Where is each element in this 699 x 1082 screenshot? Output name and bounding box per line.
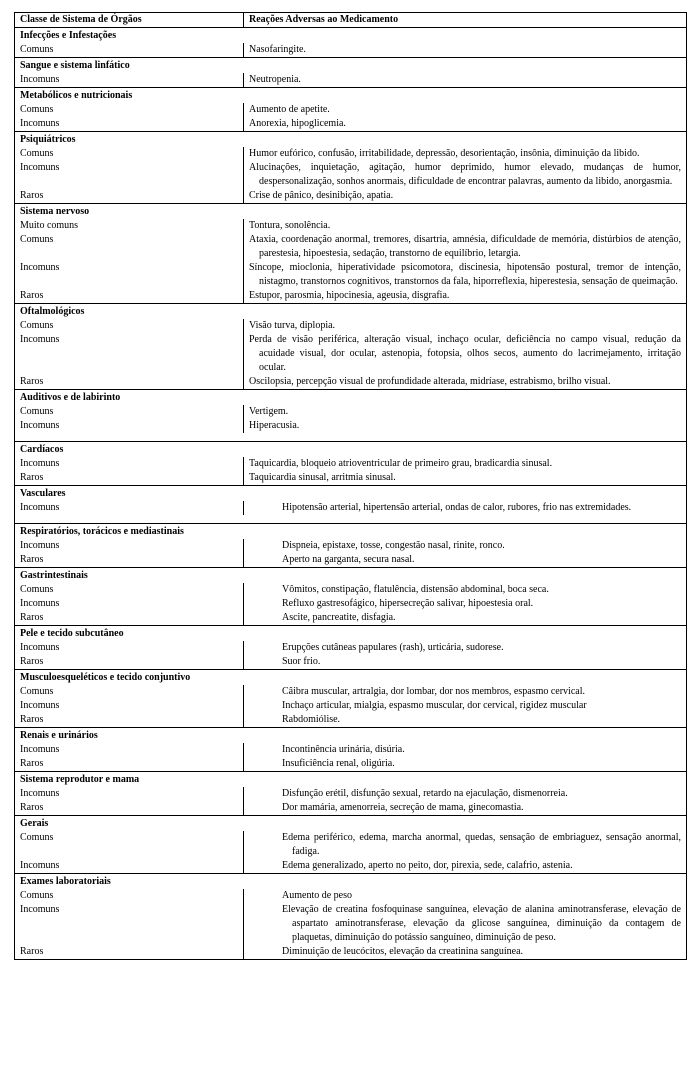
organ-class-name: Oftalmológicos — [15, 304, 687, 320]
organ-class-name: Sistema nervoso — [15, 204, 687, 220]
group-header-row — [15, 874, 687, 890]
frequency-cell: Raros — [15, 655, 244, 670]
reaction-cell — [244, 43, 687, 58]
reaction-text: Diminuição de leucócitos, elevação da creatinina sanguínea. — [282, 946, 524, 957]
organ-class-name: Pele e tecido subcutâneo — [15, 626, 687, 642]
reaction-cell — [244, 859, 687, 874]
reaction-text: Aumento de peso — [282, 890, 352, 901]
reaction-cell — [244, 289, 687, 304]
table-row — [15, 405, 687, 419]
reaction-cell — [244, 889, 687, 903]
reaction-text: Taquicardia, bloqueio atrioventricular de primeiro grau, bradicardia sinusal. — [249, 458, 553, 469]
frequency-cell: Incomuns — [15, 903, 244, 945]
frequency-cell: Comuns — [15, 43, 244, 58]
reaction-cell — [244, 641, 687, 655]
frequency-cell: Incomuns — [15, 161, 244, 189]
reaction-cell — [244, 743, 687, 757]
frequency-cell: Raros — [15, 801, 244, 816]
reaction-text: Síncope, mioclonia, hiperatividade psicomotora, discinesia, hipotensão postural, tremor de intenção, nistagmo, transtornos cognitivos, transtornos da fala, hiporreflexia, hiperestesia, sensação de queimação. — [249, 262, 681, 287]
organ-class-name: Musculoesqueléticos e tecido conjuntivo — [15, 670, 687, 686]
table-row — [15, 743, 687, 757]
reaction-cell — [244, 655, 687, 670]
reaction-text: Hiperacusia. — [249, 420, 300, 431]
reaction-cell — [244, 73, 687, 88]
group-header-row — [15, 304, 687, 320]
table-row — [15, 457, 687, 471]
reaction-cell — [244, 319, 687, 333]
group-header-row — [15, 204, 687, 220]
reaction-text: Erupções cutâneas papulares (rash), urticária, sudorese. — [282, 642, 504, 653]
table-row — [15, 641, 687, 655]
frequency-cell: Incomuns — [15, 743, 244, 757]
frequency-cell: Raros — [15, 189, 244, 204]
frequency-cell: Incomuns — [15, 333, 244, 375]
reaction-cell — [244, 375, 687, 390]
group-header-row — [15, 88, 687, 104]
reaction-text: Edema generalizado, aperto no peito, dor, pirexia, sede, calafrio, astenia. — [282, 860, 573, 871]
group-header-row — [15, 728, 687, 744]
organ-class-name: Auditivos e de labirinto — [15, 390, 687, 406]
reaction-cell — [244, 457, 687, 471]
reaction-text: Vertigem. — [249, 406, 289, 417]
organ-class-name: Metabólicos e nutricionais — [15, 88, 687, 104]
table-row — [15, 801, 687, 816]
table-row — [15, 289, 687, 304]
table-row — [15, 147, 687, 161]
table-row — [15, 161, 687, 189]
frequency-cell: Raros — [15, 945, 244, 960]
table-row — [15, 831, 687, 859]
reaction-text: Dor mamária, amenorreia, secreção de mama, ginecomastia. — [282, 802, 524, 813]
reaction-text: Ataxia, coordenação anormal, tremores, disartria, amnésia, dificuldade de memória, distúrbios de atenção, parestesia, hipoestesia, sedação, transtorno de equilíbrio, letargia. — [249, 234, 681, 259]
spacer-row — [15, 515, 687, 524]
frequency-cell: Comuns — [15, 147, 244, 161]
reaction-cell — [244, 261, 687, 289]
reaction-cell — [244, 553, 687, 568]
reaction-cell — [244, 539, 687, 553]
organ-class-name: Sangue e sistema linfático — [15, 58, 687, 74]
header-organ-class: Classe de Sistema de Órgãos — [15, 13, 244, 28]
reaction-cell — [244, 189, 687, 204]
frequency-cell: Raros — [15, 553, 244, 568]
reaction-text: Refluxo gastresofágico, hipersecreção salivar, hipoestesia oral. — [282, 598, 534, 609]
frequency-cell: Raros — [15, 375, 244, 390]
organ-class-name: Respiratórios, torácicos e mediastinais — [15, 524, 687, 540]
table-row — [15, 655, 687, 670]
reaction-text: Disfunção erétil, disfunção sexual, retardo na ejaculação, dismenorreia. — [282, 788, 568, 799]
table-row — [15, 319, 687, 333]
frequency-cell: Raros — [15, 757, 244, 772]
table-row — [15, 375, 687, 390]
reaction-cell — [244, 501, 687, 515]
frequency-cell: Incomuns — [15, 501, 244, 515]
table-row — [15, 261, 687, 289]
table-row — [15, 699, 687, 713]
reaction-text: Suor frio. — [282, 656, 321, 667]
reaction-cell — [244, 405, 687, 419]
frequency-cell: Comuns — [15, 583, 244, 597]
table-row — [15, 757, 687, 772]
frequency-cell: Incomuns — [15, 699, 244, 713]
frequency-cell: Comuns — [15, 685, 244, 699]
reaction-cell — [244, 945, 687, 960]
reaction-text: Aumento de apetite. — [249, 104, 330, 115]
table-row — [15, 787, 687, 801]
organ-class-name: Psiquiátricos — [15, 132, 687, 148]
frequency-cell: Comuns — [15, 831, 244, 859]
table-row — [15, 945, 687, 960]
reaction-cell — [244, 103, 687, 117]
table-row — [15, 539, 687, 553]
header-adverse-reactions: Reações Adversas ao Medicamento — [244, 13, 687, 28]
spacer-cell — [15, 515, 687, 524]
organ-class-name: Infecções e Infestações — [15, 28, 687, 44]
reaction-cell — [244, 831, 687, 859]
table-row — [15, 73, 687, 88]
frequency-cell: Comuns — [15, 889, 244, 903]
table-row — [15, 553, 687, 568]
reaction-text: Neutropenia. — [249, 74, 301, 85]
reaction-cell — [244, 611, 687, 626]
frequency-cell: Raros — [15, 713, 244, 728]
frequency-cell: Comuns — [15, 233, 244, 261]
organ-class-name: Renais e urinários — [15, 728, 687, 744]
table-row — [15, 685, 687, 699]
table-row — [15, 189, 687, 204]
reaction-text: Elevação de creatina fosfoquinase sanguínea, elevação de alanina aminotransferase, elevação de aspartato aminotransferase, elevação da glicose sanguínea, diminuição da contagem de plaquetas, diminuição do potássio sanguíneo, diminuição de peso. — [282, 904, 681, 943]
group-header-row — [15, 486, 687, 502]
organ-class-name: Vasculares — [15, 486, 687, 502]
reaction-text: Taquicardia sinusal, arritmia sinusal. — [249, 472, 396, 483]
table-row — [15, 333, 687, 375]
table-row — [15, 859, 687, 874]
table-row — [15, 889, 687, 903]
frequency-cell: Incomuns — [15, 859, 244, 874]
organ-class-name: Gastrintestinais — [15, 568, 687, 584]
reaction-text: Perda de visão periférica, alteração visual, inchaço ocular, deficiência no campo visual, redução da acuidade visual, dor ocular, astenopia, fotopsia, olhos secos, aumento do lacrimejamento, irritação ocular. — [249, 334, 681, 373]
adverse-reactions-document — [14, 12, 686, 960]
reaction-cell — [244, 219, 687, 233]
reaction-text: Alucinações, inquietação, agitação, humor deprimido, humor elevado, mudanças de humor, despersonalização, sonhos anormais, dificuldade de encontrar palavras, aumento da libido, anorgasmia. — [249, 162, 681, 187]
table-row — [15, 219, 687, 233]
reaction-cell — [244, 117, 687, 132]
reaction-text: Ascite, pancreatite, disfagia. — [282, 612, 396, 623]
table-row — [15, 713, 687, 728]
table-row — [15, 583, 687, 597]
reaction-text: Tontura, sonolência. — [249, 220, 331, 231]
organ-class-name: Gerais — [15, 816, 687, 832]
reaction-text: Nasofaringite. — [249, 44, 306, 55]
reaction-cell — [244, 699, 687, 713]
frequency-cell: Incomuns — [15, 539, 244, 553]
table-row — [15, 611, 687, 626]
group-header-row — [15, 772, 687, 788]
frequency-cell: Incomuns — [15, 73, 244, 88]
frequency-cell: Raros — [15, 611, 244, 626]
frequency-cell: Incomuns — [15, 641, 244, 655]
table-row — [15, 471, 687, 486]
group-header-row — [15, 132, 687, 148]
reaction-cell — [244, 685, 687, 699]
group-header-row — [15, 442, 687, 458]
table-row — [15, 233, 687, 261]
reaction-text: Incontinência urinária, disúria. — [282, 744, 405, 755]
table-body — [15, 28, 687, 960]
group-header-row — [15, 524, 687, 540]
table-row — [15, 501, 687, 515]
reaction-text: Crise de pânico, desinibição, apatia. — [249, 190, 394, 201]
table-row — [15, 903, 687, 945]
frequency-cell: Muito comuns — [15, 219, 244, 233]
table-row — [15, 117, 687, 132]
group-header-row — [15, 670, 687, 686]
spacer-row — [15, 433, 687, 442]
group-header-row — [15, 58, 687, 74]
reaction-cell — [244, 333, 687, 375]
reaction-text: Humor eufórico, confusão, irritabilidade, depressão, desorientação, insônia, diminuição da libido. — [249, 148, 640, 159]
group-header-row — [15, 568, 687, 584]
reaction-cell — [244, 787, 687, 801]
adverse-reactions-table — [14, 12, 687, 960]
frequency-cell: Comuns — [15, 405, 244, 419]
reaction-cell — [244, 757, 687, 772]
frequency-cell: Incomuns — [15, 419, 244, 433]
reaction-cell — [244, 713, 687, 728]
table-row — [15, 419, 687, 433]
reaction-cell — [244, 583, 687, 597]
reaction-cell — [244, 471, 687, 486]
spacer-cell — [15, 433, 687, 442]
reaction-text: Rabdomiólise. — [282, 714, 341, 725]
organ-class-name: Cardíacos — [15, 442, 687, 458]
reaction-cell — [244, 903, 687, 945]
frequency-cell: Incomuns — [15, 787, 244, 801]
reaction-text: Visão turva, diplopia. — [249, 320, 336, 331]
frequency-cell: Raros — [15, 289, 244, 304]
reaction-cell — [244, 597, 687, 611]
organ-class-name: Exames laboratoriais — [15, 874, 687, 890]
group-header-row — [15, 816, 687, 832]
reaction-cell — [244, 419, 687, 433]
reaction-text: Dispneia, epistaxe, tosse, congestão nasal, rinite, ronco. — [282, 540, 505, 551]
reaction-text: Oscilopsia, percepção visual de profundidade alterada, midríase, estrabismo, brilho visual. — [249, 376, 611, 387]
group-header-row — [15, 626, 687, 642]
reaction-text: Vômitos, constipação, flatulência, distensão abdominal, boca seca. — [282, 584, 549, 595]
reaction-text: Estupor, parosmia, hipocinesia, ageusia, disgrafia. — [249, 290, 450, 301]
frequency-cell: Incomuns — [15, 457, 244, 471]
organ-class-name: Sistema reprodutor e mama — [15, 772, 687, 788]
reaction-cell — [244, 801, 687, 816]
reaction-text: Câibra muscular, artralgia, dor lombar, dor nos membros, espasmo cervical. — [282, 686, 585, 697]
table-header-row — [15, 13, 687, 28]
reaction-text: Aperto na garganta, secura nasal. — [282, 554, 415, 565]
reaction-cell — [244, 161, 687, 189]
group-header-row — [15, 390, 687, 406]
group-header-row — [15, 28, 687, 44]
reaction-cell — [244, 233, 687, 261]
frequency-cell: Comuns — [15, 103, 244, 117]
table-row — [15, 43, 687, 58]
reaction-text: Anorexia, hipoglicemia. — [249, 118, 346, 129]
frequency-cell: Raros — [15, 471, 244, 486]
frequency-cell: Incomuns — [15, 261, 244, 289]
frequency-cell: Comuns — [15, 319, 244, 333]
reaction-text: Edema periférico, edema, marcha anormal, quedas, sensação de embriaguez, sensação anormal, fadiga. — [282, 832, 681, 857]
reaction-text: Insuficiência renal, oligúria. — [282, 758, 395, 769]
frequency-cell: Incomuns — [15, 597, 244, 611]
reaction-text: Inchaço articular, mialgia, espasmo muscular, dor cervical, rigidez muscular — [282, 700, 587, 711]
table-row — [15, 103, 687, 117]
reaction-cell — [244, 147, 687, 161]
table-row — [15, 597, 687, 611]
reaction-text: Hipotensão arterial, hipertensão arterial, ondas de calor, rubores, frio nas extremidades. — [282, 502, 632, 513]
frequency-cell: Incomuns — [15, 117, 244, 132]
